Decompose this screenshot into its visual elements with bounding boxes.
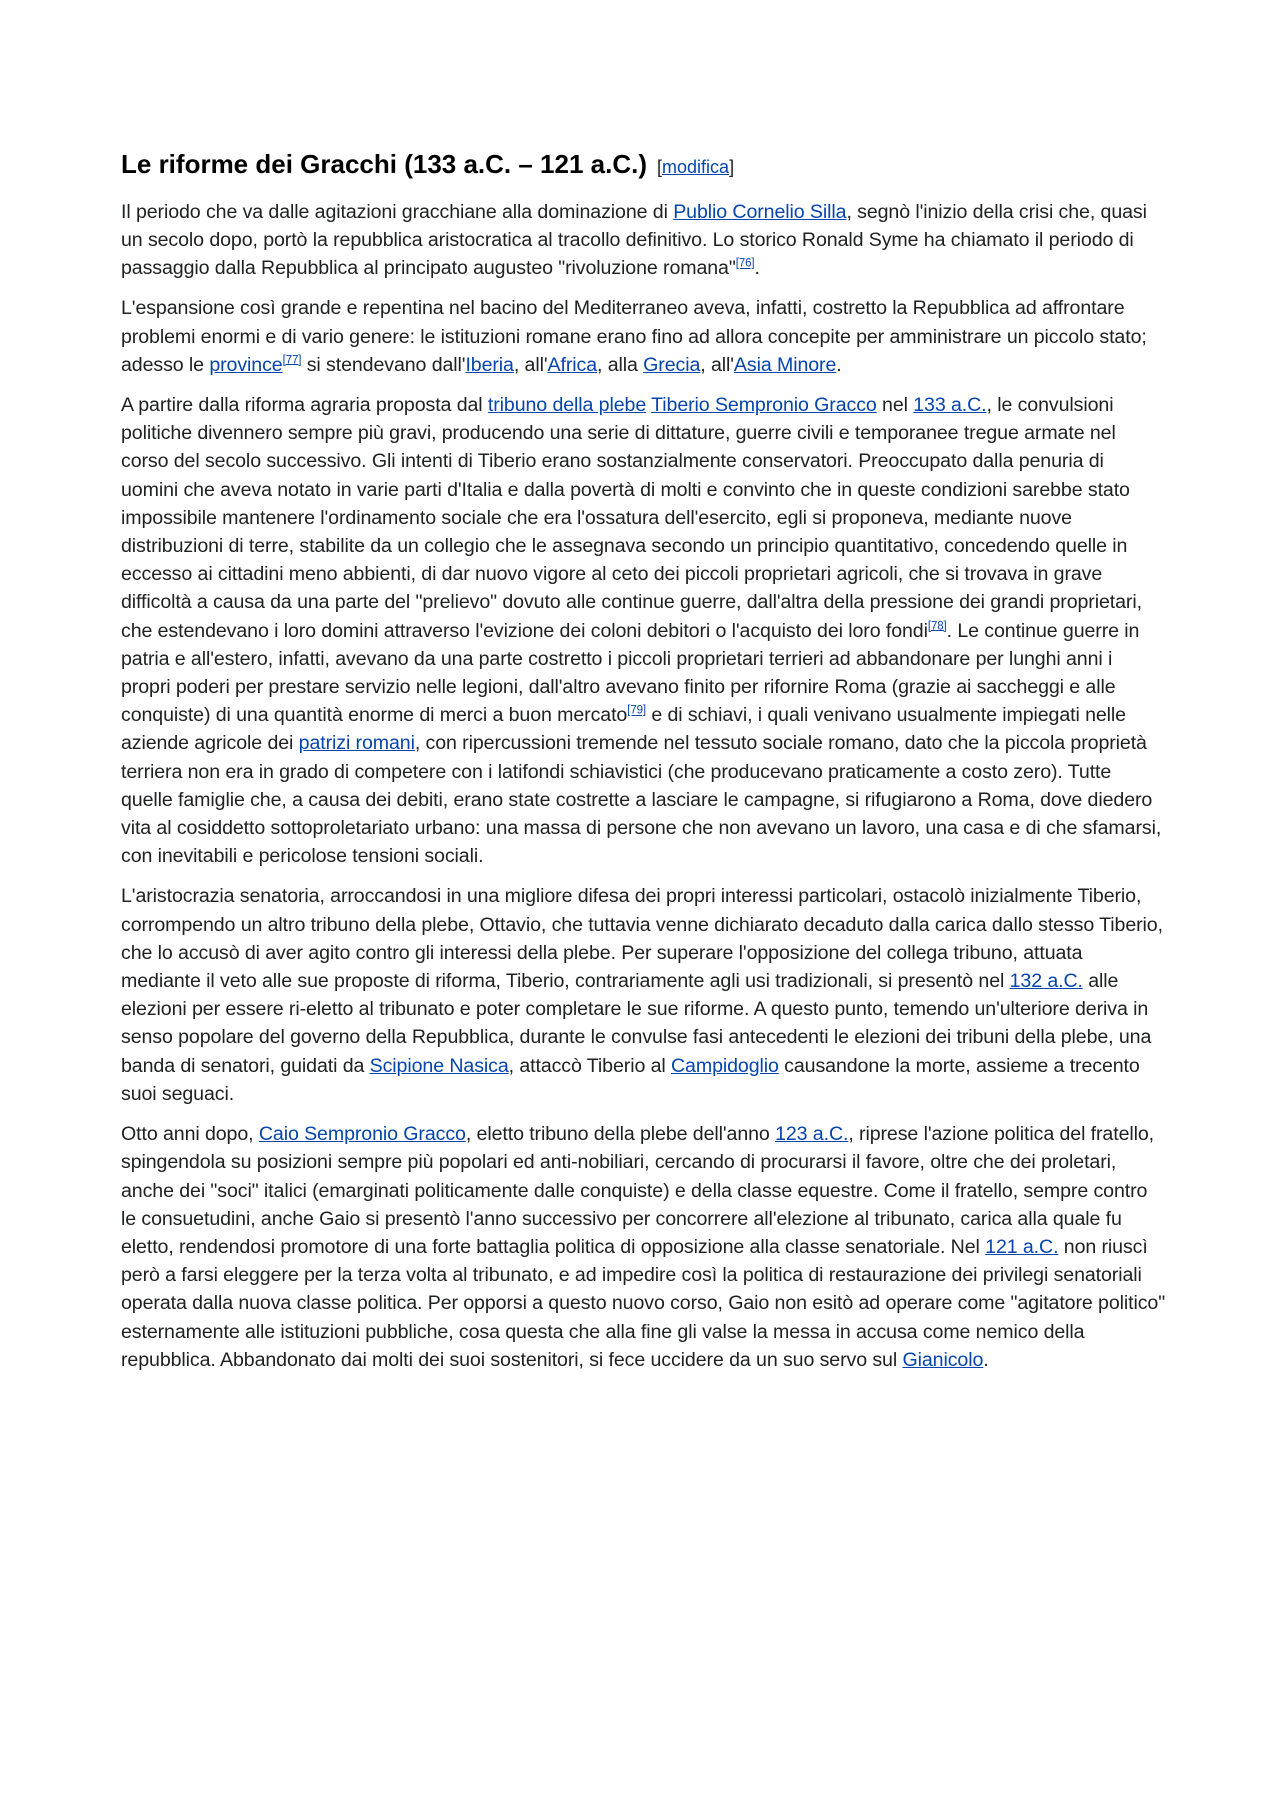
reference-79[interactable]: [79] (627, 704, 647, 717)
link-iberia[interactable]: Iberia (465, 353, 514, 376)
link-scipione-nasica[interactable]: Scipione Nasica (369, 1054, 509, 1077)
section-heading (121, 148, 1166, 182)
article-section (121, 148, 1166, 1386)
paragraph-2: L'espansione così grande e repentina nel bacino del Mediterraneo aveva, infatti, costretto la Repubblica ad affrontare problemi enormi e di vario genere: le istituzioni romane erano fino ad allora concepite per amministrare un piccolo stato; adesso le province[77] si stendevano dall'Iberia, all'Africa, alla Grecia, all'Asia Minore. (121, 297, 1147, 376)
link-tribuno-della-plebe[interactable]: tribuno della plebe (487, 394, 647, 417)
paragraph-3: A partire dalla riforma agraria proposta dal tribuno della plebe Tiberio Sempronio Gracco nel 133 a.C., le convulsioni politiche divennero sempre più gravi, producendo una serie di dittature, guerre civili e temporanee tregue armate nel corso del secolo successivo. Gli intenti di Tiberio erano sostanzialmente conservatori. Preoccupato dalla penuria di uomini che aveva notato in varie parti d'Italia e dalla povertà di molti e convinto che in queste condizioni sarebbe stato impossibile mantenere l'ordinamento sociale che era l'ossatura dell'esercito, egli si proponeva, mediante nuove distribuzioni di terre, stabilite da un collegio che le assegnava secondo un principio quantitativo, concedendo quelle in eccesso ai cittadini meno abbienti, di dar nuovo vigore al ceto dei piccoli proprietari agricoli, che si trovava in grave difficoltà a causa da una parte del "prelievo" dovuto alle continue guerre, dall'altra della pressione dei grandi proprietari, che estendevano i loro domini attraverso l'evizione dei coloni debitori o l'acquisto dei loro fondi[78]. Le continue guerre in patria e all'estero, infatti, avevano da una parte costretto i piccoli proprietari terrieri ad abbandonare per lunghi anni i propri poderi per prestare servizio nelle legioni, dall'altro avevano finito per rifornire Roma (grazie ai saccheggi e alle conquiste) di una quantità enorme di merci a buon mercato[79] e di schiavi, i quali venivano usualmente impiegati nelle aziende agricole dei patrizi romani, con ripercussioni tremende nel tessuto sociale romano, dato che la piccola proprietà terriera non era in grado di competere con i latifondi schiavistici (che producevano praticamente a costo zero). Tutte quelle famiglie che, a causa dei debiti, erano state costrette a lasciare le campagne, si rifugiarono a Roma, dove diedero vita al cosiddetto sottoproletariato urbano: una massa di persone che non avevano un lavoro, una casa e di che sfamarsi, con inevitabili e pericolose tensioni sociali. (121, 394, 1162, 868)
edit-section-link-wrapper: [modifica] (657, 157, 735, 177)
reference-76[interactable]: [76] (735, 257, 755, 270)
reference-77[interactable]: [77] (282, 354, 302, 367)
link-campidoglio[interactable]: Campidoglio (671, 1054, 779, 1077)
link-121-ac[interactable]: 121 a.C. (985, 1235, 1059, 1258)
link-province[interactable]: province (209, 353, 283, 376)
link-patrizi-romani[interactable]: patrizi romani (298, 732, 415, 755)
link-grecia[interactable]: Grecia (643, 353, 701, 376)
link-123-ac[interactable]: 123 a.C. (775, 1123, 849, 1146)
link-asia-minore[interactable]: Asia Minore (733, 353, 837, 376)
link-publio-cornelio-silla[interactable]: Publio Cornelio Silla (673, 200, 847, 223)
section-title: Le riforme dei Gracchi (133 a.C. – 121 a.C.) (121, 149, 648, 179)
paragraph-1: Il periodo che va dalle agitazioni gracchiane alla dominazione di Publio Cornelio Silla, segnò l'inizio della crisi che, quasi un secolo dopo, portò la repubblica aristocratica al tracollo definitivo. Lo storico Ronald Syme ha chiamato il periodo di passaggio dalla Repubblica al principato augusteo "rivoluzione romana"[76]. (121, 200, 1147, 280)
paragraph-5: Otto anni dopo, Caio Sempronio Gracco, eletto tribuno della plebe dell'anno 123 a.C., riprese l'azione politica del fratello, spingendola su posizioni sempre più popolari ed anti-nobiliari, cercando di procurarsi il favore, oltre che dei proletari, anche dei "soci" italici (emarginati politicamente dalle conquiste) e della classe equestre. Come il fratello, sempre contro le consuetudini, anche Gaio si presentò l'anno successivo per concorrere all'elezione al tribunato, carica alla quale fu eletto, rendendosi promotore di una forte battaglia politica di opposizione alla classe senatoriale. Nel 121 a.C. non riuscì però a farsi eleggere per la terza volta al tribunato, e ad impedire così la politica di restaurazione dei privilegi senatoriali operata dalla nuova classe politica. Per opporsi a questo nuovo corso, Gaio non esitò ad operare come "agitatore politico" esternamente alle istituzioni pubbliche, cosa questa che alla fine gli valse la messa in accusa come nemico della repubblica. Abbandonato dai molti dei suoi sostenitori, si fece uccidere da un suo servo sul Gianicolo. (121, 1123, 1166, 1371)
edit-section-link[interactable]: modifica (662, 157, 730, 177)
link-132-ac[interactable]: 132 a.C. (1009, 970, 1083, 993)
link-tiberio-sempronio-gracco[interactable]: Tiberio Sempronio Gracco (651, 394, 877, 417)
link-africa[interactable]: Africa (547, 353, 597, 376)
link-caio-sempronio-gracco[interactable]: Caio Sempronio Gracco (258, 1123, 466, 1146)
reference-78[interactable]: [78] (927, 620, 947, 633)
link-133-ac[interactable]: 133 a.C. (913, 394, 987, 417)
link-gianicolo[interactable]: Gianicolo (902, 1348, 984, 1371)
paragraph-4: L'aristocrazia senatoria, arroccandosi in una migliore difesa dei propri interessi particolari, ostacolò inizialmente Tiberio, corrompendo un altro tribuno della plebe, Ottavio, che tuttavia venne dichiarato decaduto dalla carica dallo stesso Tiberio, che lo accusò di aver agito contro gli interessi della plebe. Per superare l'opposizione del collega tribuno, attuata mediante il veto alle sue proposte di riforma, Tiberio, contrariamente agli usi tradizionali, si presentò nel 132 a.C. alle elezioni per essere ri-eletto al tribunato e poter completare le sue riforme. A questo punto, temendo un'ulteriore deriva in senso popolare del governo della Repubblica, durante le convulse fasi antecedenti le elezioni dei tribuni della plebe, una banda di senatori, guidati da Scipione Nasica, attaccò Tiberio al Campidoglio causandone la morte, assieme a trecento suoi seguaci. (121, 885, 1163, 1105)
